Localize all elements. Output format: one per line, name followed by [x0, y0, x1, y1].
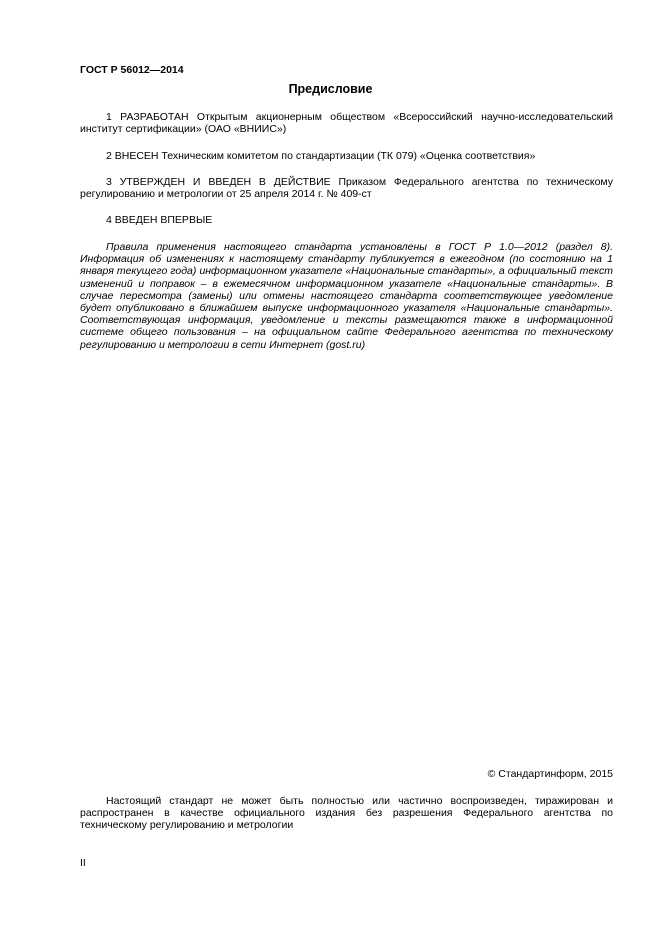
reproduction-notice: Настоящий стандарт не может быть полностью или частично воспроизведен, тиражирован и распространен в качестве официального издания без разрешения Федерального агентства по техническому регулированию и метрологии	[80, 795, 613, 832]
paragraph-first-introduced: 4 ВВЕДЕН ВПЕРВЫЕ	[106, 214, 213, 226]
paragraph-approved: 3 УТВЕРЖДЕН И ВВЕДЕН В ДЕЙСТВИЕ Приказом Федерального агентства по техническому регулированию и метрологии от 25 апреля 2014 г. № 409-ст	[80, 176, 613, 201]
rules-of-application: Правила применения настоящего стандарта установлены в ГОСТ Р 1.0—2012 (раздел 8). Информация об изменениях к настоящему стандарту публикуется в ежегодном (по состоянию на 1 января текущего года) информационном указателе «Национальные стандарты», а официальный текст изменений и поправок – в ежемесячном информационном указателе «Национальные стандарты». В случае пересмотра (замены) или отмены настоящего стандарта соответствующее уведомление будет опубликовано в ближайшем выпуске информационного указателя «Национальные стандарты». Соответствующая информация, уведомление и тексты размещаются также в информационной системе общего пользования – на официальном сайте Федерального агентства по техническому регулированию и метрологии в сети Интернет (gost.ru)	[80, 241, 613, 351]
standard-code: ГОСТ Р 56012—2014	[80, 64, 184, 76]
page-title: Предисловие	[288, 82, 373, 96]
paragraph-introduced: 2 ВНЕСЕН Техническим комитетом по стандартизации (ТК 079) «Оценка соответствия»	[106, 150, 536, 162]
paragraph-developed: 1 РАЗРАБОТАН Открытым акционерным обществом «Всероссийский научно-исследовательский институт сертификации» (ОАО «ВНИИС»)	[80, 111, 613, 136]
page-number: II	[80, 857, 86, 869]
copyright-notice: © Стандартинформ, 2015	[487, 768, 613, 780]
